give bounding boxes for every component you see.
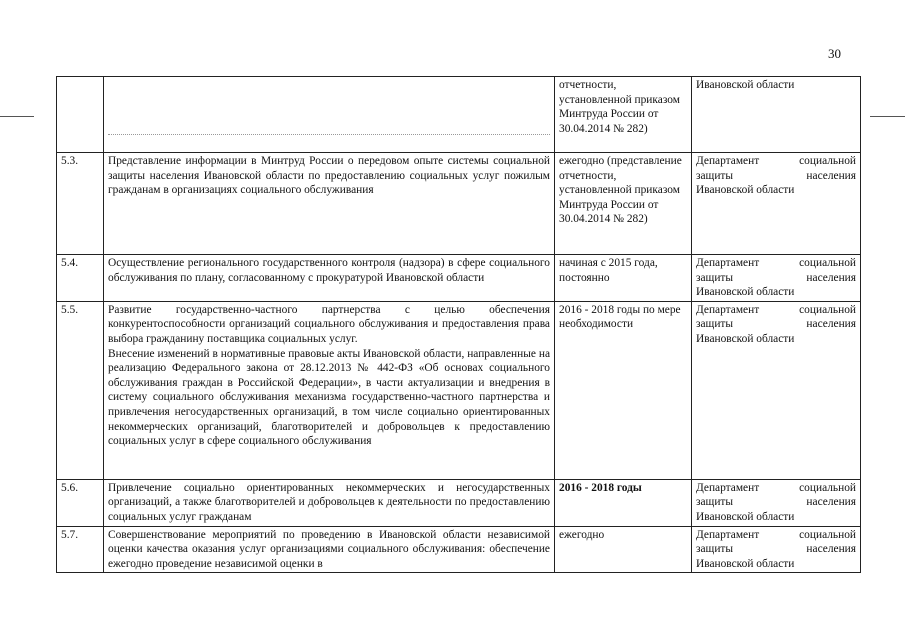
resp-word: Департамент <box>696 155 760 167</box>
row-number: 5.4. <box>57 255 104 302</box>
resp-word: социальной <box>799 528 856 541</box>
row-number: 5.5. <box>57 301 104 479</box>
table-row <box>57 77 861 153</box>
resp-word: защиты <box>696 169 734 182</box>
row-responsible <box>692 526 861 573</box>
resp-word: населения <box>806 543 856 556</box>
row-number: 5.7. <box>57 526 104 573</box>
row-description: Осуществление регионального государственного контроля (надзора) в сфере социального обслуживания по плану, согласованному с прокуратурой Ивановской области <box>104 255 555 302</box>
table-row <box>57 479 861 526</box>
row-responsible <box>692 255 861 302</box>
resp-word: населения <box>806 318 856 331</box>
row-term: ежегодно <box>555 526 692 573</box>
table-row <box>57 153 861 255</box>
page-number: 30 <box>828 46 841 61</box>
row-term: 2016 - 2018 годы по мере необходимости <box>555 301 692 479</box>
resp-word: защиты <box>696 543 734 556</box>
table-row <box>57 526 861 573</box>
resp-word: социальной <box>799 481 856 494</box>
row-number <box>57 77 104 153</box>
row-description <box>104 77 555 153</box>
description-paragraph: Внесение изменений в нормативные правовые акты Ивановской области, направленные на реализацию Федерального закона от 28.12.2013 № 442-ФЗ «Об основах социального обслуживания граждан в Российской Федерации», в части актуализации и внедрения в систему социального обслуживания механизма государственно-частного партнерства и привлечения негосударственных организаций, в том числе социально ориентированных некоммерческих организаций, благотворителей и добровольцев к предоставлению социальных услуг в сфере социального обслуживания <box>108 347 550 448</box>
table-row <box>57 255 861 302</box>
resp-word: Ивановской области <box>696 557 795 570</box>
row-description: Совершенствование мероприятий по проведению в Ивановской области независимой оценки качества оказания услуг организациями социального обслуживания: обеспечение ежегодно проведение независимой оценки в <box>104 526 555 573</box>
resp-word: защиты <box>696 496 734 509</box>
plan-table <box>56 76 861 573</box>
resp-word: социальной <box>799 303 856 316</box>
resp-word: Департамент <box>696 257 760 269</box>
row-responsible <box>692 153 861 255</box>
resp-word: Ивановской области <box>696 510 795 523</box>
resp-word: Департамент <box>696 303 760 316</box>
row-term: 2016 - 2018 годы <box>555 479 692 526</box>
row-responsible: Ивановской области <box>692 77 861 153</box>
right-margin-mark <box>870 116 905 117</box>
resp-word: социальной <box>799 155 856 167</box>
row-responsible <box>692 479 861 526</box>
row-description <box>104 301 555 479</box>
resp-word: населения <box>806 169 856 182</box>
resp-word: защиты <box>696 318 734 331</box>
continuation-dots <box>108 108 550 135</box>
left-margin-mark <box>0 116 34 117</box>
table-row <box>57 301 861 479</box>
resp-word: населения <box>806 496 856 509</box>
description-paragraph: Развитие государственно-частного партнерства с целью обеспечения конкурентоспособности организаций социального обслуживания и предоставления права выбора гражданину поставщика социальных услуг. <box>108 303 550 345</box>
resp-word: населения <box>806 271 856 284</box>
resp-word: социальной <box>799 257 856 269</box>
row-description: Привлечение социально ориентированных некоммерческих и негосударственных организаций, а также благотворителей и добровольцев к деятельности по предоставлению социальных услуг гражданам <box>104 479 555 526</box>
row-number: 5.3. <box>57 153 104 255</box>
resp-word: Ивановской области <box>696 332 795 345</box>
row-term: отчетности, установленной приказом Минтруда России от 30.04.2014 № 282) <box>555 77 692 153</box>
resp-word: Ивановской области <box>696 286 795 299</box>
row-responsible <box>692 301 861 479</box>
resp-word: Департамент <box>696 528 760 541</box>
row-term: начиная с 2015 года, постоянно <box>555 255 692 302</box>
resp-word: Департамент <box>696 481 760 494</box>
row-description: Представление информации в Минтруд России о передовом опыте системы социальной защиты населения Ивановской области по предоставлению социальных услуг пожилым гражданам в организациях социального обслуживания <box>104 153 555 255</box>
resp-word: Ивановской области <box>696 184 795 197</box>
row-term: ежегодно (представление отчетности, установленной приказом Минтруда России от 30.04.2014 № 282) <box>555 153 692 255</box>
row-number: 5.6. <box>57 479 104 526</box>
resp-word: защиты <box>696 271 734 284</box>
